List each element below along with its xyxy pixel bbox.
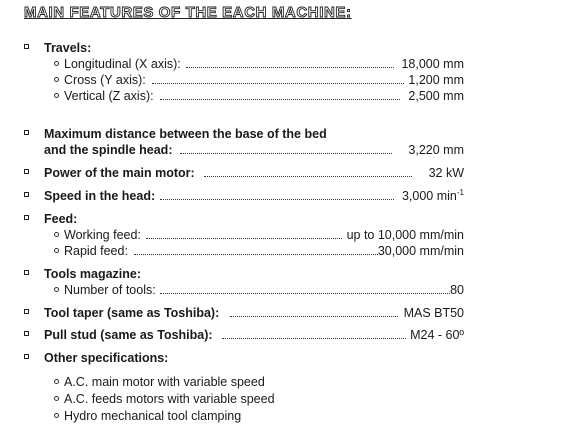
tools-number-label: Number of tools: bbox=[64, 283, 156, 297]
leader-dots bbox=[160, 199, 394, 200]
tool-taper-value: MAS BT50 bbox=[403, 306, 464, 320]
square-bullet-icon bbox=[24, 44, 29, 49]
max-distance-line2: and the spindle head: bbox=[44, 143, 173, 157]
travels-z-value: 2,500 mm bbox=[408, 89, 464, 103]
leader-dots bbox=[152, 83, 404, 84]
tools-magazine-heading: Tools magazine: bbox=[44, 267, 142, 281]
travels-y-label: Cross (Y axis): bbox=[64, 73, 146, 87]
circle-bullet-icon bbox=[54, 248, 59, 253]
tools-number-value: 80 bbox=[450, 283, 464, 297]
leader-dots bbox=[160, 293, 450, 294]
travels-heading: Travels: bbox=[44, 41, 92, 55]
feed-working-value: up to 10,000 mm/min bbox=[346, 228, 464, 242]
head-speed-value: 3,000 $\min^{-1}$ bbox=[401, 188, 464, 203]
page-title: MAIN FEATURES OF THE EACH MACHINE: bbox=[24, 4, 352, 21]
square-bullet-icon bbox=[24, 192, 29, 197]
leader-dots bbox=[204, 176, 412, 177]
travels-x-label: Longitudinal (X axis): bbox=[64, 57, 181, 71]
circle-bullet-icon bbox=[54, 232, 59, 237]
max-distance-value: 3,220 mm bbox=[408, 143, 464, 157]
tool-taper-label: Tool taper (same as Toshiba): bbox=[44, 306, 220, 320]
circle-bullet-icon bbox=[54, 396, 59, 401]
leader-dots bbox=[180, 153, 392, 154]
circle-bullet-icon bbox=[54, 61, 59, 66]
square-bullet-icon bbox=[24, 331, 29, 336]
other-spec-text: Hydro mechanical tool clamping bbox=[64, 409, 242, 423]
square-bullet-icon bbox=[24, 354, 29, 359]
circle-bullet-icon bbox=[54, 77, 59, 82]
pull-stud-label: Pull stud (same as Toshiba): bbox=[44, 328, 213, 342]
square-bullet-icon bbox=[24, 169, 29, 174]
square-bullet-icon bbox=[24, 309, 29, 314]
leader-dots bbox=[160, 99, 400, 100]
head-speed-label: Speed in the head: bbox=[44, 189, 156, 203]
square-bullet-icon bbox=[24, 130, 29, 135]
circle-bullet-icon bbox=[54, 379, 59, 384]
pull-stud-value: M24 - 60º bbox=[410, 328, 464, 342]
leader-dots bbox=[230, 316, 398, 317]
travels-y-value: 1,200 mm bbox=[408, 73, 464, 87]
circle-bullet-icon bbox=[54, 413, 59, 418]
other-specs-heading: Other specifications: bbox=[44, 351, 169, 365]
leader-dots bbox=[134, 254, 378, 255]
feed-working-label: Working feed: bbox=[64, 228, 141, 242]
motor-power-label: Power of the main motor: bbox=[44, 166, 195, 180]
other-spec-text: A.C. feeds motors with variable speed bbox=[64, 392, 275, 406]
square-bullet-icon bbox=[24, 270, 29, 275]
square-bullet-icon bbox=[24, 215, 29, 220]
max-distance-line1: Maximum distance between the base of the bed bbox=[44, 127, 327, 141]
leader-dots bbox=[222, 338, 406, 339]
circle-bullet-icon bbox=[54, 93, 59, 98]
circle-bullet-icon bbox=[54, 287, 59, 292]
travels-x-value: 18,000 mm bbox=[401, 57, 464, 71]
motor-power-value: 32 kW bbox=[428, 166, 464, 180]
leader-dots bbox=[186, 67, 394, 68]
other-spec-text: A.C. main motor with variable speed bbox=[64, 375, 265, 389]
leader-dots bbox=[146, 238, 342, 239]
feed-heading: Feed: bbox=[44, 212, 78, 226]
feed-rapid-value: 30,000 mm/min bbox=[377, 244, 464, 258]
feed-rapid-label: Rapid feed: bbox=[64, 244, 128, 258]
head-speed-exponent: -1 bbox=[456, 188, 464, 197]
travels-z-label: Vertical (Z axis): bbox=[64, 89, 154, 103]
